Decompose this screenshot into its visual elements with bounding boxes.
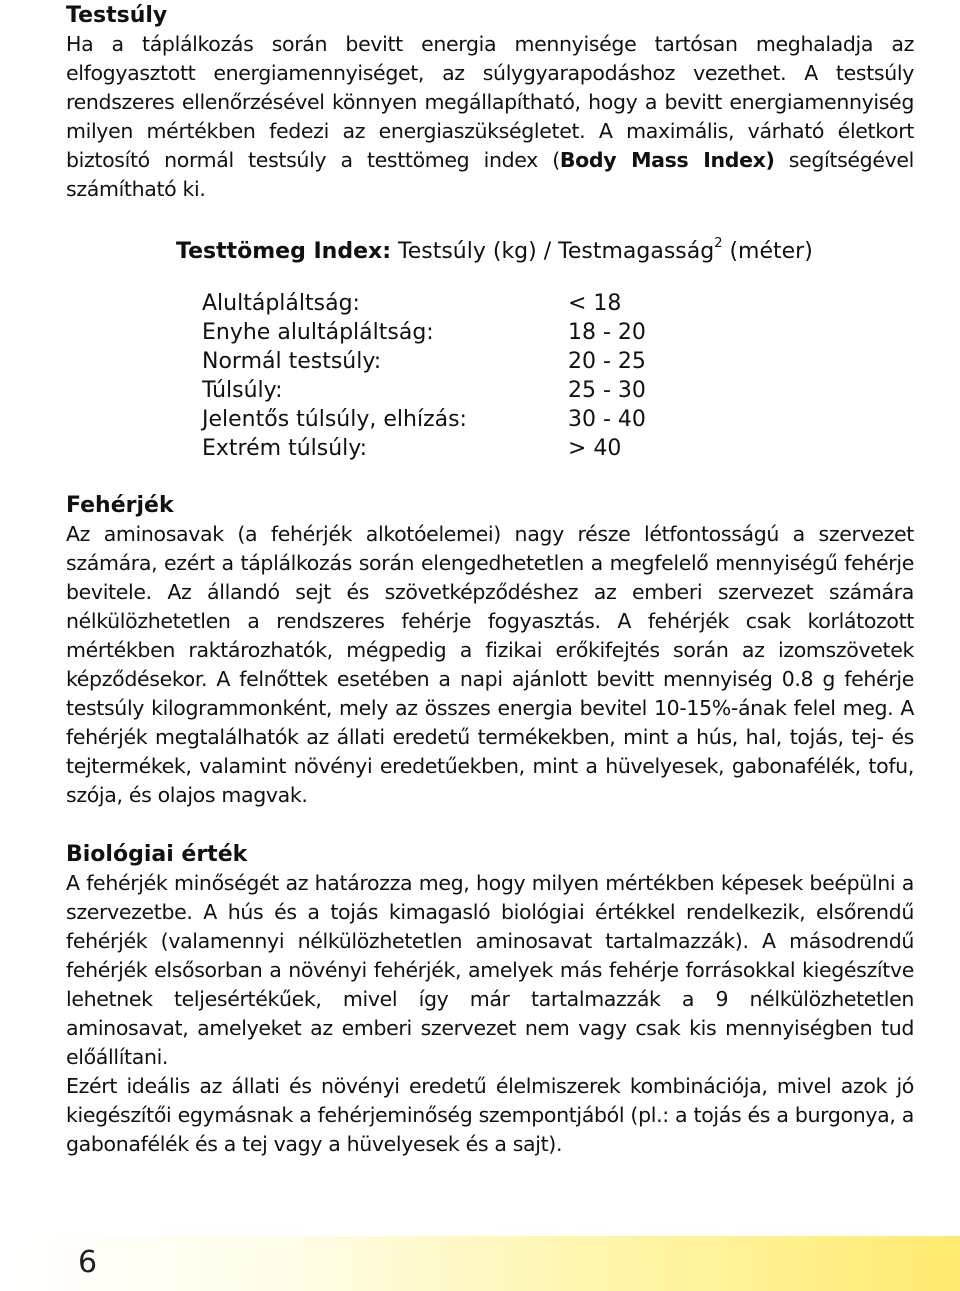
- formula-superscript: 2: [714, 236, 723, 251]
- bmi-term: Body Mass Index): [559, 148, 775, 172]
- section-title-testsuly: Testsúly: [66, 3, 168, 28]
- paragraph-feherjek: Az aminosavak (a fehérjék alkotóelemei) nagy része létfontosságú a szervezet számára, ezért a táplálkozás során elengedhetetlen a megfelelő mennyiségű fehérje bevitele. Az állandó sejt és szövetképződéshez az emberi szervezet számára nélkülözhetetlen a rendszeres fehérje fogyasztás. A fehérjék csak korlátozott mértékben raktározhatók, mégpedig a fizikai erőkifejtés során az izomszövetek képződésekor. A felnőttek esetében a napi ajánlott bevitt mennyiség 0.8 g fehérje testsúly kilogrammonként, mely az összes energia bevitel 10-15%-ának felel meg. A fehérjék megtalálhatók az állati eredetű termékekben, mint a hús, hal, tojás, tej- és tejtermékek, valamint növényi eredetűekben, mint a hüvelyesek, gabonafélék, tofu, szója, és olajos magvak.: [66, 522, 914, 807]
- footer-band: [0, 1236, 960, 1291]
- paragraph-testsuly: [66, 30, 914, 204]
- paragraph-biologiai-2: Ezért ideális az állati és növényi eredetű élelmiszerek kombinációja, mivel azok jó kiegészítői egymásnak a fehérjeminőség szempontjából (pl.: a tojás és a burgonya, a gabonafélék és a tej vagy a hüvelyesek és a sajt).: [66, 1074, 914, 1156]
- bmi-range: 30 - 40: [568, 407, 646, 432]
- bmi-category: Alultápláltság:: [202, 291, 360, 316]
- bmi-range: 18 - 20: [568, 320, 646, 345]
- bmi-row: [202, 347, 646, 376]
- bmi-category: Túlsúly:: [202, 378, 283, 403]
- bmi-row: [202, 318, 646, 347]
- formula-label: Testtömeg Index:: [176, 239, 392, 264]
- section-feherjek: [66, 491, 914, 810]
- bmi-row: [202, 376, 646, 405]
- bmi-range: 25 - 30: [568, 378, 646, 403]
- bmi-row: [202, 434, 646, 463]
- bmi-range: > 40: [568, 436, 622, 461]
- section-title-feherjek: Fehérjék: [66, 493, 174, 518]
- bmi-row: [202, 289, 646, 318]
- paragraph-biologiai-1: A fehérjék minőségét az határozza meg, hogy milyen mértékben képesek beépülni a szervezetbe. A hús és a tojás kimagasló biológiai értékkel rendelkezik, elsőrendű fehérjék (valamennyi nélkülözhetetlen aminosavat tartalmazzák). A másodrendű fehérjék elsősorban a növényi fehérjék, amelyek más fehérje forrásokkal kiegészítve lehetnek teljesértékűek, mivel így már tartalmazzák a 9 nélkülözhetetlen aminosavat, amelyeket az emberi szervezet nem vagy csak kis mennyiségben tud előállítani.: [66, 871, 914, 1069]
- bmi-range: < 18: [568, 291, 622, 316]
- section-biologiai-ertek: [66, 840, 914, 1159]
- bmi-range: 20 - 25: [568, 349, 646, 374]
- formula-text: Testsúly (kg) / Testmagasság: [391, 239, 715, 264]
- bmi-category: Extrém túlsúly:: [202, 436, 368, 461]
- paragraph-testsuly-end: segítségével számítható ki.: [66, 148, 914, 201]
- bmi-category: Normál testsúly:: [202, 349, 382, 374]
- bmi-category: Enyhe alultápláltság:: [202, 320, 434, 345]
- section-testsuly: [66, 0, 914, 204]
- section-title-biologiai-ertek: Biológiai érték: [66, 842, 248, 867]
- bmi-formula: [176, 228, 813, 268]
- bmi-table: [202, 289, 646, 463]
- paragraph-testsuly-text: Ha a táplálkozás során bevitt energia mennyisége tartósan meghaladja az elfogyasztott energiamennyiséget, az súlygyarapodáshoz vezethet. A testsúly rendszeres ellenőrzésével könnyen megállapítható, hogy a bevitt energiamennyiség milyen mértékben fedezi az energiaszükségletet. A maximális, várható életkort biztosító normál testsúly a testtömeg index (: [66, 32, 914, 172]
- formula-unit: (méter): [722, 239, 813, 264]
- bmi-row: [202, 405, 646, 434]
- bmi-category: Jelentős túlsúly, elhízás:: [202, 407, 467, 432]
- page-number: 6: [78, 1245, 98, 1280]
